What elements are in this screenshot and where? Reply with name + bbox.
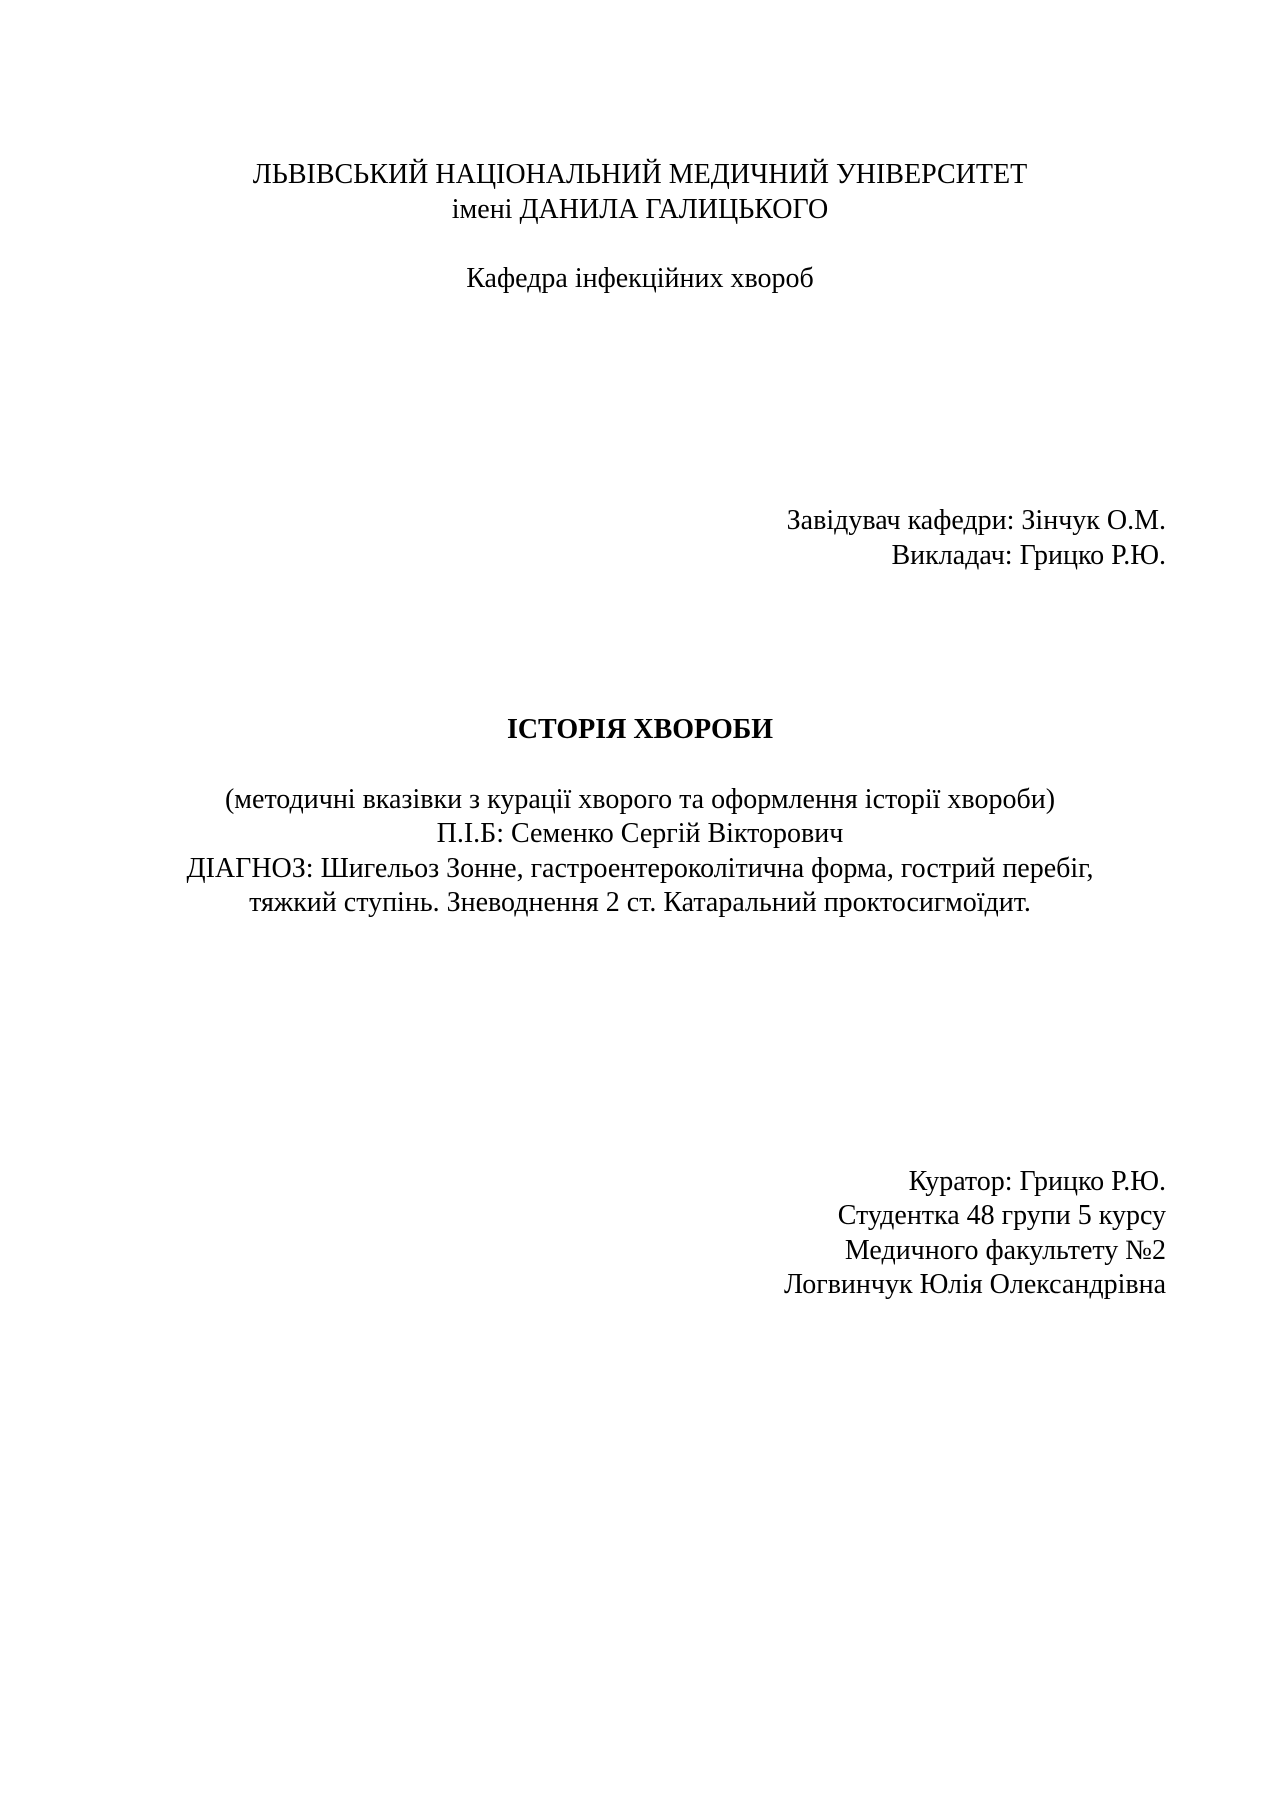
student-group: Студентка 48 групи 5 курсу bbox=[837, 1200, 1166, 1231]
lecturer: Викладач: Грицко Р.Ю. bbox=[891, 540, 1166, 571]
university-named-after: імені ДАНИЛА ГАЛИЦЬКОГО bbox=[451, 194, 829, 225]
head-of-department: Завідувач кафедри: Зінчук О.М. bbox=[786, 505, 1166, 536]
diagnosis-line-1: ДІАГНОЗ: Шигельоз Зонне, гастроентероколітична форма, гострий перебіг, bbox=[186, 853, 1094, 884]
student-name: Логвинчук Юлія Олександрівна bbox=[783, 1269, 1166, 1300]
document-subtitle: (методичні вказівки з курації хворого та оформлення історії хвороби) bbox=[224, 784, 1056, 815]
faculty: Медичного факультету №2 bbox=[844, 1235, 1166, 1266]
diagnosis-line-2: тяжкий ступінь. Зневоднення 2 ст. Катаральний проктосигмоїдит. bbox=[249, 887, 1031, 918]
patient-name: П.І.Б: Семенко Сергій Вікторович bbox=[436, 818, 844, 849]
document-title: ІСТОРІЯ ХВОРОБИ bbox=[506, 714, 774, 745]
curator: Куратор: Грицко Р.Ю. bbox=[908, 1166, 1166, 1197]
department-name: Кафедра інфекційних хвороб bbox=[466, 263, 814, 294]
university-name: ЛЬВІВСЬКИЙ НАЦІОНАЛЬНИЙ МЕДИЧНИЙ УНІВЕРСИТЕТ bbox=[252, 159, 1028, 190]
